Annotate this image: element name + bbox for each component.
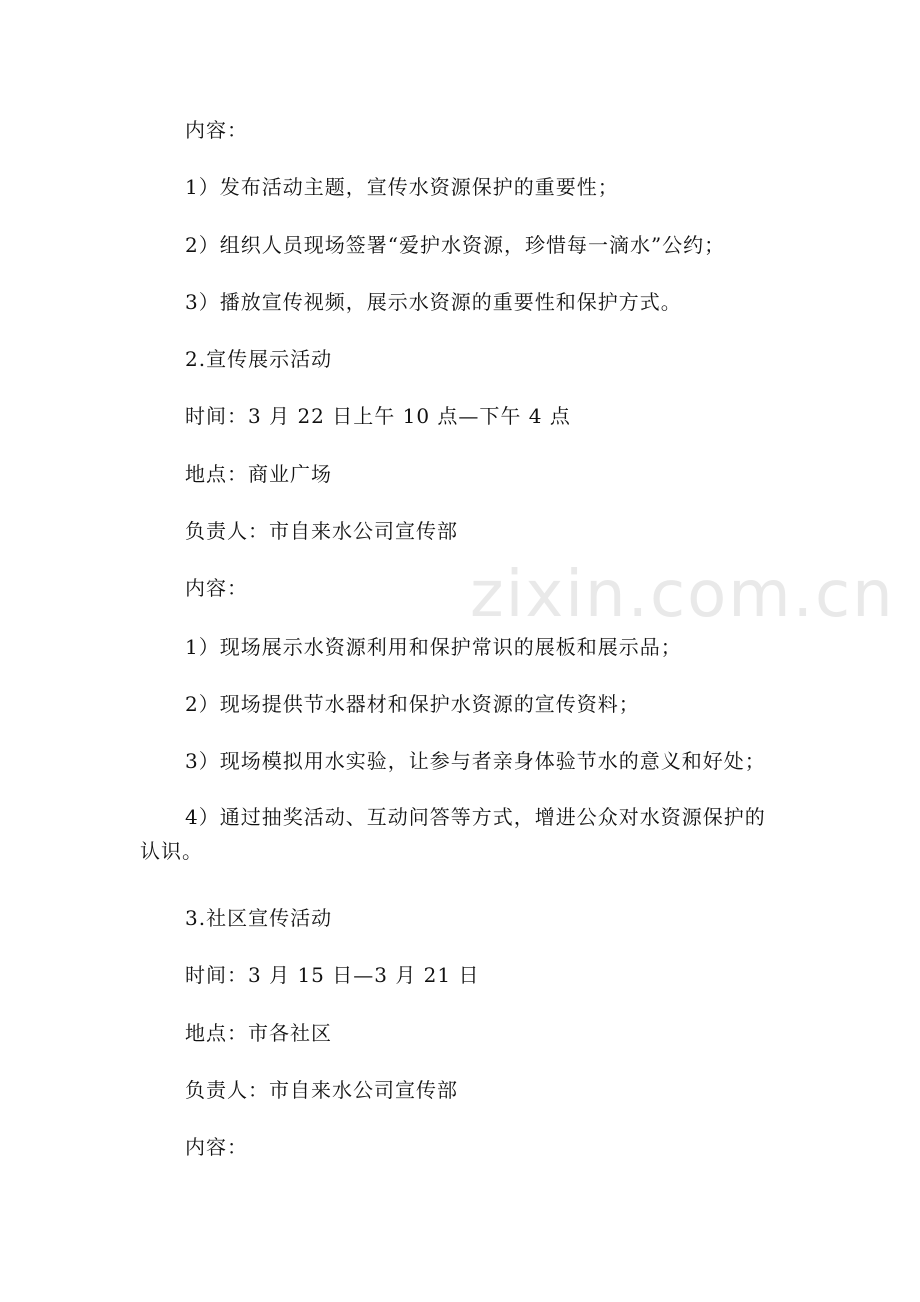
list-item: 1）现场展示水资源利用和保护常识的展板和展示品； — [185, 635, 682, 659]
content-label: 内容： — [185, 576, 248, 600]
list-item: 2）现场提供节水器材和保护水资源的宣传资料； — [185, 692, 640, 716]
list-item: 4）通过抽奖活动、互动问答等方式，增进公众对水资源保护的认识。 — [140, 805, 766, 863]
location-line: 地点：商业广场 — [185, 462, 332, 486]
time-line: 时间：3 月 22 日上午 10 点—下午 4 点 — [185, 404, 571, 428]
time-line: 时间：3 月 15 日—3 月 21 日 — [185, 963, 480, 987]
list-item: 3）播放宣传视频，展示水资源的重要性和保护方式。 — [185, 290, 682, 314]
list-item: 2）组织人员现场签署“爱护水资源，珍惜每一滴水”公约； — [185, 233, 726, 257]
responsible-line: 负责人：市自来水公司宣传部 — [185, 519, 458, 543]
section-heading: 3.社区宣传活动 — [185, 906, 333, 930]
responsible-line: 负责人：市自来水公司宣传部 — [185, 1078, 458, 1102]
content-label: 内容： — [185, 118, 248, 142]
section-heading: 2.宣传展示活动 — [185, 347, 333, 371]
location-line: 地点：市各社区 — [185, 1021, 332, 1045]
content-label: 内容： — [185, 1135, 248, 1159]
list-item: 1）发布活动主题，宣传水资源保护的重要性； — [185, 175, 619, 199]
watermark: zixin.com.cn — [470, 558, 895, 632]
list-item: 3）现场模拟用水实验，让参与者亲身体验节水的意义和好处； — [185, 749, 766, 773]
